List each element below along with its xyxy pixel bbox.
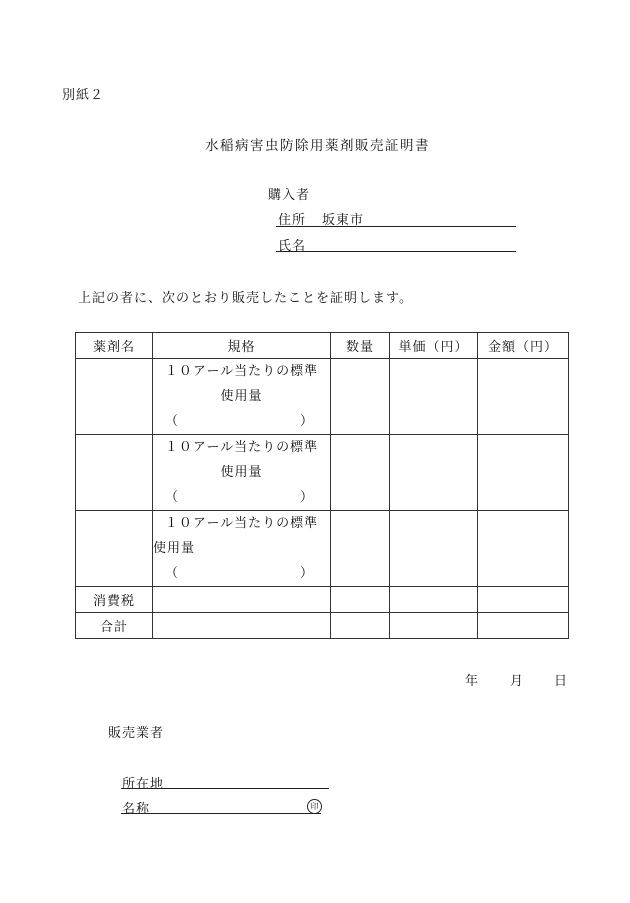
header-amount: 金額（円） (478, 333, 569, 359)
certification-statement: 上記の者に、次のとおり販売したことを証明します。 (78, 291, 413, 306)
spec-line1: １０アール当たりの標準 (164, 440, 319, 455)
purchaser-address-label: 住所 (278, 213, 307, 228)
amount-cell (478, 511, 569, 587)
total-row (76, 613, 569, 639)
quantity-cell (331, 511, 390, 587)
purchaser-address-value: 坂東市 (322, 213, 365, 228)
tax-spec-cell (153, 587, 331, 613)
chemical-name-cell (76, 435, 153, 511)
tax-label: 消費税 (76, 587, 153, 613)
spec-line2: 使用量 (153, 541, 196, 556)
purchaser-address-underline (276, 226, 516, 227)
total-unit-price-cell (390, 613, 478, 639)
table-row (76, 359, 569, 435)
unit-price-cell (390, 359, 478, 435)
header-unit-price: 単価（円） (390, 333, 478, 359)
attachment-label: 別紙２ (62, 88, 105, 103)
header-spec: 規格 (153, 333, 331, 359)
unit-price-cell (390, 435, 478, 511)
unit-price-cell (390, 511, 478, 587)
paren-close: ） (299, 490, 314, 505)
seller-location-label: 所在地 (122, 777, 165, 792)
paren-open: （ (165, 566, 180, 581)
paren-open: （ (165, 490, 180, 505)
seal-mark-icon: 印 (307, 799, 322, 814)
total-quantity-cell (331, 613, 390, 639)
purchaser-name-label: 氏名 (278, 239, 307, 254)
spec-paren (153, 485, 330, 510)
table-row (76, 435, 569, 511)
amount-cell (478, 435, 569, 511)
table-row (76, 511, 569, 587)
amount-cell (478, 359, 569, 435)
header-quantity: 数量 (331, 333, 390, 359)
tax-unit-price-cell (390, 587, 478, 613)
chemical-name-cell (76, 511, 153, 587)
header-chemical-name: 薬剤名 (76, 333, 153, 359)
spec-line2: 使用量 (220, 465, 263, 480)
total-spec-cell (153, 613, 331, 639)
spec-line2: 使用量 (220, 389, 263, 404)
table-header-row (76, 333, 569, 359)
quantity-cell (331, 359, 390, 435)
total-amount-cell (478, 613, 569, 639)
tax-amount-cell (478, 587, 569, 613)
paren-close: ） (299, 566, 314, 581)
spec-paren (153, 561, 330, 586)
spec-cell (153, 511, 331, 587)
tax-row (76, 587, 569, 613)
paren-close: ） (299, 414, 314, 429)
quantity-cell (331, 435, 390, 511)
spec-paren (153, 409, 330, 434)
document-title: 水稲病害虫防除用薬剤販売証明書 (205, 138, 430, 154)
spec-cell (153, 435, 331, 511)
seller-name-label: 名称 (122, 802, 151, 817)
spec-cell (153, 359, 331, 435)
date-day: 日 (554, 674, 569, 689)
sales-table (75, 332, 569, 639)
seller-heading: 販売業者 (108, 726, 165, 741)
total-label: 合計 (76, 613, 153, 639)
purchaser-heading: 購入者 (268, 188, 311, 203)
paren-open: （ (165, 414, 180, 429)
purchaser-name-underline (276, 251, 516, 252)
spec-line1: １０アール当たりの標準 (164, 364, 319, 379)
seller-location-underline (121, 788, 329, 789)
date-year: 年 (465, 674, 480, 689)
spec-line1: １０アール当たりの標準 (164, 516, 319, 531)
seller-name-underline (121, 813, 321, 814)
chemical-name-cell (76, 359, 153, 435)
tax-quantity-cell (331, 587, 390, 613)
date-month: 月 (510, 674, 525, 689)
